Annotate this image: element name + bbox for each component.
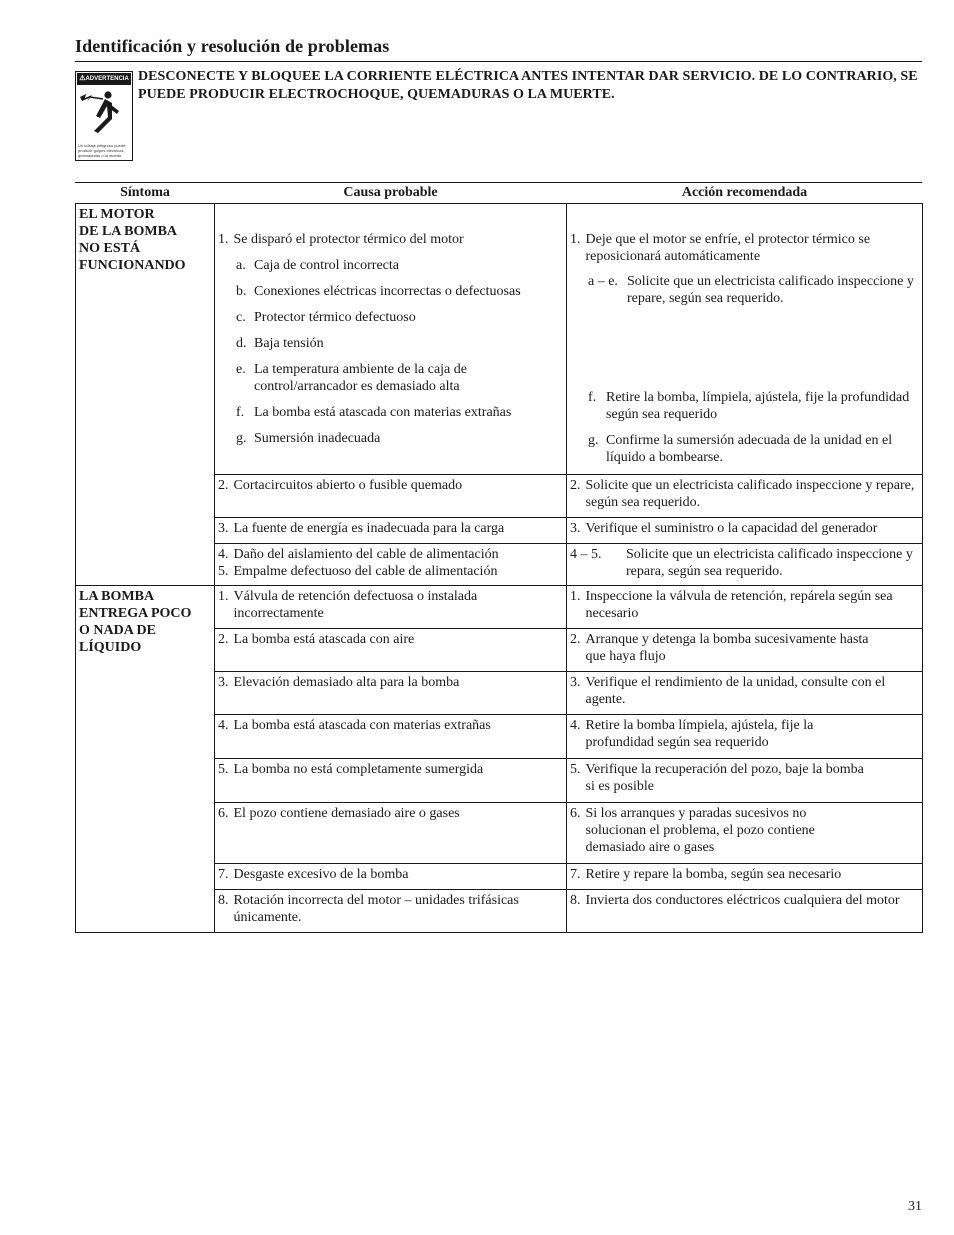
action-item — [570, 588, 919, 622]
item-number: 1. — [570, 232, 581, 247]
table-row — [76, 586, 923, 629]
cause-cell — [215, 518, 567, 544]
item-letter: a – e. — [588, 274, 618, 289]
item-letter: f. — [236, 405, 245, 420]
page-title: Identificación y resolución de problemas — [75, 36, 390, 56]
cause-cell — [215, 672, 567, 715]
action-item — [570, 892, 919, 909]
item-text: El pozo contiene demasiado aire o gases — [233, 806, 460, 821]
item-text: Verifique el suministro o la capacidad del generador — [585, 521, 878, 536]
cause-cell — [215, 586, 567, 629]
item-number: 2. — [218, 632, 229, 647]
item-text: Elevación demasiado alta para la bomba — [233, 675, 460, 690]
action-cell — [567, 475, 923, 518]
action-item — [570, 631, 919, 665]
symptom-line: DE LA BOMBA — [79, 224, 178, 239]
cause-subitem — [218, 257, 563, 274]
item-number: 3. — [570, 675, 581, 690]
cause-item — [218, 866, 563, 883]
action-item — [570, 866, 919, 883]
cause-item — [218, 520, 563, 537]
cause-item — [218, 231, 563, 248]
item-text: Solicite que un electricista calificado inspeccione y repare, según sea requerido. — [627, 274, 914, 306]
action-cell — [567, 518, 923, 544]
action-cell — [567, 759, 923, 803]
action-cell — [567, 672, 923, 715]
item-text: Confirme la sumersión adecuada de la unidad en el líquido a bombearse. — [606, 433, 893, 465]
item-number: 4. — [218, 547, 229, 562]
item-number: 2. — [570, 632, 581, 647]
warning-symbol-caption: Un voltaje peligroso puede producir golpes eléctricos, quemaduras o la muerte. — [78, 143, 126, 158]
action-item — [570, 805, 919, 856]
action-cell — [567, 586, 923, 629]
item-number: 7. — [218, 867, 229, 882]
symptom-line: EL MOTOR — [79, 207, 155, 222]
item-letter: a. — [236, 258, 246, 273]
cause-subitem — [218, 335, 563, 352]
symptom-line: NO ESTÁ — [79, 241, 141, 256]
cause-cell — [215, 803, 567, 864]
cause-item — [218, 477, 563, 494]
cause-item — [218, 588, 563, 622]
item-letter: d. — [236, 336, 247, 351]
action-cell — [567, 204, 923, 475]
cause-subitem — [218, 430, 563, 447]
action-item — [570, 674, 919, 708]
item-number: 4 – 5. — [570, 547, 602, 562]
symptom-line: FUNCIONANDO — [79, 258, 186, 273]
item-letter: b. — [236, 284, 247, 299]
cause-item — [218, 805, 563, 822]
item-text: Retire la bomba, límpiela, ajústela, fije la profundidad según sea requerido — [606, 390, 910, 422]
action-item — [570, 477, 919, 511]
item-text: Protector térmico defectuoso — [254, 310, 416, 325]
cause-subitem — [218, 361, 563, 395]
item-letter: g. — [236, 431, 247, 446]
symptom-line: O NADA DE — [79, 623, 157, 638]
item-text: Conexiones eléctricas incorrectas o defectuosas — [254, 284, 521, 299]
item-number: 6. — [218, 806, 229, 821]
item-number: 5. — [218, 762, 229, 777]
symptom-line: LÍQUIDO — [79, 640, 142, 655]
item-text: Retire la bomba límpiela, ajústela, fije la profundidad según sea requerido — [585, 718, 814, 750]
item-text: Sumersión inadecuada — [254, 431, 381, 446]
item-number: 1. — [218, 232, 229, 247]
cause-item — [218, 546, 563, 563]
cause-item — [218, 674, 563, 691]
cause-subitem — [218, 404, 563, 421]
header-symptom: Síntoma — [120, 185, 170, 200]
page-number: 31 — [908, 1199, 922, 1214]
cause-item — [218, 892, 563, 926]
item-text: Daño del aislamiento del cable de alimentación — [233, 547, 499, 562]
action-cell — [567, 890, 923, 933]
warning-message: DESCONECTE Y BLOQUEE LA CORRIENTE ELÉCTRICA ANTES INTENTAR DAR SERVICIO. DE LO CONTRARIO, SE PUEDE PRODUCIR ELECTROCHOQUE, QUEMADURAS O LA MUERTE. — [138, 69, 918, 102]
item-number: 2. — [570, 478, 581, 493]
action-cell — [567, 864, 923, 890]
cause-cell — [215, 204, 567, 475]
item-number: 8. — [570, 893, 581, 908]
cause-item — [218, 761, 563, 778]
item-text: La fuente de energía es inadecuada para la carga — [233, 521, 505, 536]
cause-cell — [215, 715, 567, 759]
item-letter: c. — [236, 310, 246, 325]
item-letter: f. — [588, 390, 597, 405]
item-number: 2. — [218, 478, 229, 493]
item-text: Baja tensión — [254, 336, 324, 351]
header-probable-cause: Causa probable — [343, 185, 438, 200]
item-text: La bomba está atascada con materias extrañas — [233, 718, 491, 733]
item-number: 1. — [570, 589, 581, 604]
title-divider — [75, 61, 922, 62]
item-letter: g. — [588, 433, 599, 448]
item-text: Rotación incorrecta del motor – unidades trifásicas únicamente. — [233, 893, 519, 925]
cause-cell — [215, 629, 567, 672]
item-text: Verifique el rendimiento de la unidad, consulte con el agente. — [585, 675, 886, 707]
action-cell — [567, 629, 923, 672]
table-row — [76, 204, 923, 475]
action-cell — [567, 715, 923, 759]
cause-cell — [215, 864, 567, 890]
item-letter: e. — [236, 362, 246, 377]
item-number: 7. — [570, 867, 581, 882]
warning-banner — [77, 73, 131, 85]
action-cell — [567, 803, 923, 864]
action-item — [570, 231, 919, 265]
item-number: 1. — [218, 589, 229, 604]
cause-subitem — [218, 283, 563, 300]
symptom-cell — [76, 204, 215, 586]
item-number: 4. — [218, 718, 229, 733]
cause-item — [218, 631, 563, 648]
table-header-row — [76, 183, 923, 204]
item-number: 5. — [218, 564, 229, 579]
header-recommended-action: Acción recomendada — [681, 185, 808, 200]
warning-triangle-icon: ⚠ — [79, 75, 86, 82]
item-text: Cortacircuitos abierto o fusible quemado — [233, 478, 463, 493]
item-number: 3. — [570, 521, 581, 536]
cause-item — [218, 717, 563, 734]
item-number: 4. — [570, 718, 581, 733]
action-subitem — [570, 273, 919, 307]
item-text: Caja de control incorrecta — [254, 258, 399, 273]
item-text: Retire y repare la bomba, según sea necesario — [585, 867, 842, 882]
cause-subitem — [218, 309, 563, 326]
item-text: Desgaste excesivo de la bomba — [233, 867, 409, 882]
warning-symbol — [75, 71, 133, 161]
item-text: Arranque y detenga la bomba sucesivamente hasta que haya flujo — [585, 632, 869, 664]
item-text: Solicite que un electricista calificado inspeccione y repare, según sea requerido. — [585, 478, 915, 510]
cause-cell — [215, 544, 567, 586]
action-item — [570, 520, 919, 537]
item-text: Se disparó el protector térmico del motor — [233, 232, 464, 247]
electric-shock-icon — [78, 87, 132, 135]
action-subitem — [570, 432, 919, 466]
item-text: Solicite que un electricista calificado inspeccione y repara, según sea requerido. — [626, 547, 913, 579]
item-text: La bomba está atascada con materias extrañas — [254, 405, 512, 420]
action-item — [570, 546, 919, 580]
cause-cell — [215, 759, 567, 803]
cause-cell — [215, 475, 567, 518]
symptom-line: LA BOMBA — [79, 589, 155, 604]
symptom-cell — [76, 586, 215, 933]
troubleshooting-table — [75, 183, 923, 933]
item-number: 6. — [570, 806, 581, 821]
item-text: La temperatura ambiente de la caja de control/arrancador es demasiado alta — [254, 362, 467, 394]
item-number: 3. — [218, 521, 229, 536]
item-text: Deje que el motor se enfríe, el protector térmico se reposicionará automáticamente — [585, 232, 871, 264]
symptom-line: ENTREGA POCO — [79, 606, 192, 621]
action-cell — [567, 544, 923, 586]
item-text: La bomba está atascada con aire — [233, 632, 415, 647]
action-item — [570, 717, 919, 751]
item-text: Invierta dos conductores eléctricos cualquiera del motor — [585, 893, 900, 908]
item-text: Verifique la recuperación del pozo, baje la bomba si es posible — [585, 762, 864, 794]
item-number: 3. — [218, 675, 229, 690]
item-number: 8. — [218, 893, 229, 908]
cause-item — [218, 563, 563, 580]
warning-banner-label: ADVERTENCIA — [85, 76, 129, 82]
item-text: Inspeccione la válvula de retención, repárela según sea necesario — [585, 589, 893, 621]
action-subitem — [570, 389, 919, 423]
item-text: La bomba no está completamente sumergida — [233, 762, 484, 777]
item-text: Si los arranques y paradas sucesivos no solucionan el problema, el pozo contiene demasiado aire o gases — [585, 806, 815, 855]
item-text: Válvula de retención defectuosa o instalada incorrectamente — [233, 589, 478, 621]
action-item — [570, 761, 919, 795]
item-text: Empalme defectuoso del cable de alimentación — [233, 564, 498, 579]
cause-cell — [215, 890, 567, 933]
item-number: 5. — [570, 762, 581, 777]
